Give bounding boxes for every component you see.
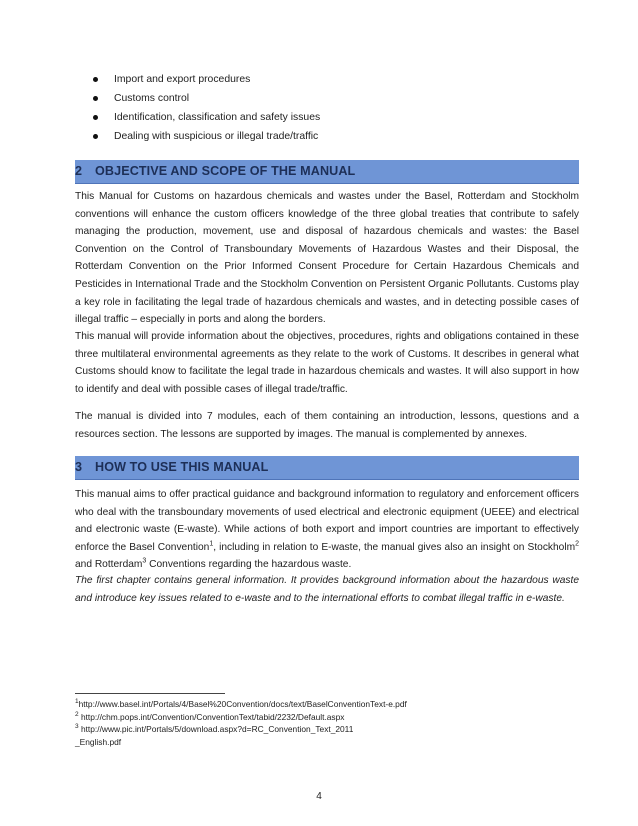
bullet-icon <box>93 115 98 120</box>
footnote[interactable]: $^2$ http://chm.pops.int/Convention/ConventionText/tabid/2232/Default.aspx <box>75 710 345 722</box>
list-item: Dealing with suspicious or illegal trade/traffic <box>93 127 320 146</box>
section-2-paragraph-1: This Manual for Customs on hazardous chemicals and wastes under the Basel, Rotterdam and Stockholm conventions will enhance the custom officers knowledge of the three global treaties that contribute to safely managing the production, movement, use and disposal of hazardous chemicals and wastes: the Basel Convention on the Control of Transboundary Movements of Hazardous Wastes and their Disposal, the Rotterdam Convention on the Prior Informed Consent Procedure for Certain Hazardous Chemicals and Pesticides in International Trade and the Stockholm Convention on Persistent Organic Pollutants. Customs play a key role in facilitating the legal trade of hazardous chemicals and wastes, and in detecting possible cases of illegal traffic – especially in ports and along the borders. <box>75 191 579 326</box>
section-3-paragraph-1: This manual aims to offer practical guidance and background information to regulatory and enforcement officers who deal with the transboundary movements of used electrical and electronic equipment (UEEE) and electrical and electronic waste (E-waste). While actions of both export and import countries are important to effectively enforce the Basel Convention$^1$, including in relation to E-waste, the manual gives also an insight on Stockholm$^2$ and Rotterdam$^3$ Conventions regarding the hazardous waste. <box>75 489 579 571</box>
bullet-icon <box>93 134 98 139</box>
bullet-icon <box>93 96 98 101</box>
footnote[interactable]: $^3$ http://www.pic.int/Portals/5/download.aspx?d=RC_Convention_Text_2011 <box>75 723 354 735</box>
section-title: OBJECTIVE AND SCOPE OF THE MANUAL <box>95 164 356 178</box>
footnote[interactable]: $^1$http://www.basel.int/Portals/4/Basel%20Convention/docs/text/BaselConventionText-e.pdf <box>75 698 407 709</box>
footnote-divider <box>75 693 225 694</box>
section-number: 3 <box>75 460 83 474</box>
section-2-paragraph-2: This manual will provide information about the objectives, procedures, rights and obligations contained in these three multilateral environmental agreements as they relate to the work of Customs. It describes in general what Customs should know to facilitate the legal trade in hazardous chemicals and wastes. It will also support in how to identify and deal with possible cases of illegal trade/traffic. <box>75 331 579 395</box>
page-number: 4 <box>316 791 322 802</box>
section-3-paragraph-2: The first chapter contains general information. It provides background information about the hazardous waste and introduce key issues related to e-waste and to the international efforts to combat illegal traffic in e-waste. <box>75 575 579 604</box>
list-item: Identification, classification and safety issues <box>93 108 320 127</box>
section-title: HOW TO USE THIS MANUAL <box>95 460 269 474</box>
footnotes <box>75 698 579 748</box>
section-3-heading <box>75 456 579 480</box>
footnote-ref[interactable]: 3 <box>142 557 147 565</box>
section-2-paragraph-3: The manual is divided into 7 modules, each of them containing an introduction, lessons, questions and a resources section. The lessons are supported by images. The manual is complemented by annexes. <box>75 411 579 440</box>
bullet-list <box>93 70 320 146</box>
bullet-icon <box>93 77 98 82</box>
list-item: Customs control <box>93 89 320 108</box>
section-number: 2 <box>75 164 83 178</box>
section-2-heading <box>75 160 579 184</box>
list-item: Import and export procedures <box>93 70 320 89</box>
footnote-ref[interactable]: 2 <box>575 540 579 548</box>
footnote-continuation[interactable]: _English.pdf <box>75 736 122 747</box>
footnote-ref[interactable]: 1 <box>209 540 214 548</box>
